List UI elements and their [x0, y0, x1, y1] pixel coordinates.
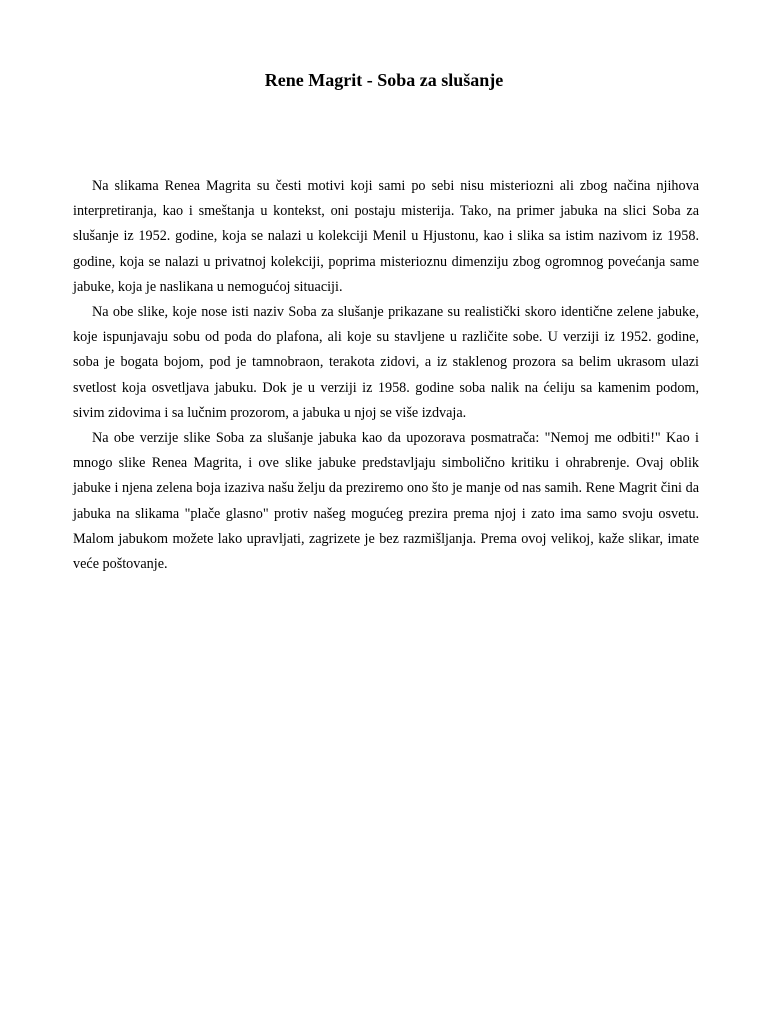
paragraph: Na slikama Renea Magrita su česti motivi koji sami po sebi nisu misteriozni ali zbog načina njihova interpretiranja, kao i smeštanja u kontekst, oni postaju misterija. Tako, na primer jabuka na slici Soba za slušanje iz 1952. godine, koja se nalazi u kolekciji Menil u Hjustonu, kao i slika sa istim nazivom iz 1958. godine, koja se nalazi u privatnoj kolekciji, poprima misterioznu dimenziju zbog ogromnog povećanja same jabuke, koja je naslikana u nemogućoj situaciji.	[73, 178, 699, 295]
paragraph: Na obe verzije slike Soba za slušanje jabuka kao da upozorava posmatrača: "Nemoj me odbiti!" Kao i mnogo slike Renea Magrita, i ove slike jabuke predstavljaju simbolično kritiku i ohrabrenje. Ovaj oblik jabuke i njena zelena boja izaziva našu želju da preziremo ono što je manje od nas samih. Rene Magrit čini da jabuka na slikama "plače glasno" protiv našeg mogućeg prezira prema njoj i zato ima samo svoju osvetu. Malom jabukom možete lako upravljati, zagrizete je bez razmišljanja. Prema ovoj velikoj, kaže slikar, imate veće poštovanje.	[73, 430, 699, 573]
document-body	[73, 174, 699, 577]
paragraph: Na obe slike, koje nose isti naziv Soba za slušanje prikazane su realistički skoro identične zelene jabuke, koje ispunjavaju sobu od poda do plafona, ali koje su stavljene u različite sobe. U verziji iz 1952. godine, soba je bogata bojom, pod je tamnobraon, terakota zidovi, a iz staklenog prozora sa belim ukrasom ulazi svetlost koja osvetljava jabuku. Dok je u verziji iz 1958. godine soba nalik na ćeliju sa kamenim podom, sivim zidovima i sa lučnim prozorom, a jabuka u njoj se više izdvaja.	[73, 304, 699, 421]
document-title: Rene Magrit - Soba za slušanje	[264, 70, 504, 90]
